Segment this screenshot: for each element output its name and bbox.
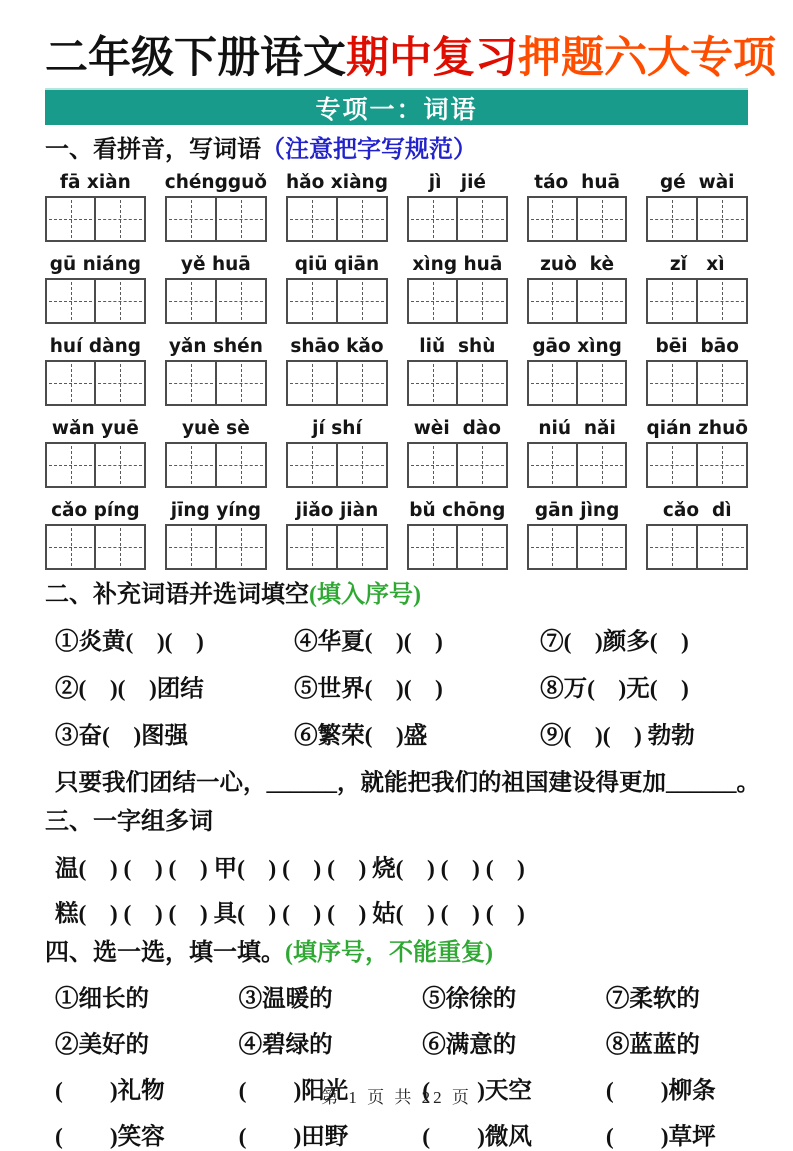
box-cell [47, 362, 94, 404]
writing-box[interactable] [45, 278, 146, 324]
pinyin-item [527, 335, 628, 406]
pinyin-label: chéngguǒ [164, 171, 267, 193]
box-cell [47, 526, 94, 568]
box-cell [47, 198, 94, 240]
box-cell [696, 444, 746, 486]
writing-box[interactable] [407, 442, 508, 488]
pinyin-label: zǐ xì [669, 253, 725, 275]
pinyin-item [646, 335, 748, 406]
pinyin-item [45, 499, 146, 570]
writing-box[interactable] [407, 524, 508, 570]
fill-item[interactable]: ⑤世界( )( ) [294, 675, 443, 702]
pinyin-label: gū niáng [49, 253, 141, 275]
pinyin-item [165, 335, 267, 406]
box-cell [576, 362, 625, 404]
box-cell [648, 198, 696, 240]
box-cell [94, 280, 143, 322]
writing-box[interactable] [165, 360, 267, 406]
fill-item[interactable]: ⑥繁荣( )盛 [294, 722, 428, 749]
section2-heading [45, 579, 748, 611]
box-cell [94, 444, 143, 486]
fill-item[interactable]: ⑦( )颜多( ) [540, 628, 689, 655]
pinyin-label: niú nǎi [538, 417, 616, 439]
box-cell [167, 362, 215, 404]
writing-box[interactable] [165, 442, 267, 488]
box-cell [529, 280, 576, 322]
title-black-part: 二年级下册语文 [45, 34, 346, 82]
section4-heading [45, 937, 748, 969]
box-cell [288, 362, 336, 404]
box-cell [288, 526, 336, 568]
box-cell [456, 444, 505, 486]
box-cell [529, 362, 576, 404]
blank-item[interactable]: ( )阳光 [238, 1078, 349, 1105]
box-cell [409, 526, 456, 568]
fill-item[interactable]: ④华夏( )( ) [294, 628, 443, 655]
box-cell [409, 444, 456, 486]
box-cell [336, 280, 386, 322]
blank-item[interactable]: ( )笑容 [55, 1124, 165, 1151]
writing-box[interactable] [527, 360, 628, 406]
pinyin-item [165, 499, 267, 570]
writing-box[interactable] [45, 360, 146, 406]
option-item: ④碧绿的 [238, 1032, 333, 1059]
pinyin-label: bēi bāo [655, 335, 739, 357]
box-cell [288, 444, 336, 486]
writing-box[interactable] [45, 196, 146, 242]
blank-item[interactable]: ( )草坪 [605, 1124, 716, 1151]
box-cell [409, 362, 456, 404]
pinyin-item [646, 499, 748, 570]
writing-box[interactable] [286, 442, 388, 488]
pinyin-item [527, 171, 628, 242]
box-cell [94, 526, 143, 568]
box-cell [456, 526, 505, 568]
section2-sentence[interactable]: 只要我们团结一心，______，就能把我们的祖国建设得更加______。 [55, 769, 760, 796]
box-cell [167, 444, 215, 486]
pinyin-item [646, 253, 748, 324]
title-orange-part: 押题六大专项 [518, 34, 776, 82]
box-cell [648, 444, 696, 486]
box-cell [576, 198, 625, 240]
writing-box[interactable] [165, 278, 267, 324]
pinyin-item [407, 499, 508, 570]
section3-heading [45, 806, 748, 838]
writing-box[interactable] [45, 442, 146, 488]
box-cell [576, 444, 625, 486]
box-cell [167, 198, 215, 240]
writing-box[interactable] [527, 442, 628, 488]
pinyin-label: qiū qiān [294, 253, 380, 275]
pinyin-item [286, 171, 388, 242]
fill-item[interactable]: ⑧万( )无( ) [540, 675, 689, 702]
box-cell [409, 198, 456, 240]
section1-heading [45, 134, 748, 166]
box-cell [94, 198, 143, 240]
box-cell [456, 362, 505, 404]
pinyin-label: yuè sè [181, 417, 250, 439]
pinyin-item [646, 417, 748, 488]
box-cell [47, 280, 94, 322]
pinyin-label: yǎn shén [168, 335, 263, 357]
section2-items [45, 622, 748, 750]
section1-heading-text: 一、看拼音，写词语 [45, 137, 261, 164]
option-item: ⑧蓝蓝的 [605, 1032, 700, 1059]
writing-box[interactable] [286, 360, 388, 406]
box-cell [648, 526, 696, 568]
section3-heading-text: 三、一字组多词 [45, 808, 213, 835]
fill-item[interactable]: ①炎黄( )( ) [55, 628, 204, 655]
box-cell [215, 526, 265, 568]
writing-box[interactable] [45, 524, 146, 570]
box-cell [648, 362, 696, 404]
section4-heading-text: 四、选一选，填一填。 [45, 939, 285, 966]
box-cell [576, 280, 625, 322]
box-cell [336, 198, 386, 240]
pinyin-label: huí dàng [49, 335, 141, 357]
box-cell [167, 526, 215, 568]
option-item: ⑦柔软的 [605, 986, 700, 1013]
option-item: ⑥满意的 [422, 1032, 517, 1059]
writing-box[interactable] [527, 278, 628, 324]
pinyin-item [45, 335, 146, 406]
box-cell [409, 280, 456, 322]
pinyin-item [45, 171, 146, 242]
box-cell [288, 280, 336, 322]
box-cell [167, 280, 215, 322]
box-cell [336, 362, 386, 404]
pinyin-label: bǔ chōng [409, 500, 506, 522]
section2-note: (填入序号) [309, 582, 421, 609]
pinyin-item [407, 253, 508, 324]
box-cell [648, 280, 696, 322]
box-cell [529, 526, 576, 568]
pinyin-label: wǎn yuē [51, 417, 139, 439]
box-cell [696, 526, 746, 568]
box-cell [696, 362, 746, 404]
pinyin-item [286, 417, 388, 488]
writing-box[interactable] [646, 442, 748, 488]
writing-box[interactable] [646, 196, 748, 242]
box-cell [336, 526, 386, 568]
box-cell [529, 198, 576, 240]
writing-box[interactable] [165, 196, 267, 242]
writing-box[interactable] [646, 360, 748, 406]
box-cell [215, 362, 265, 404]
pinyin-item [646, 171, 748, 242]
section-banner [45, 88, 748, 125]
pinyin-label: gāo xìng [532, 335, 622, 357]
pinyin-label: xìng huā [412, 253, 503, 275]
pinyin-label: táo huā [534, 171, 620, 193]
writing-box[interactable] [646, 278, 748, 324]
pinyin-label: fā xiàn [59, 171, 131, 193]
writing-box[interactable] [286, 278, 388, 324]
blank-item[interactable]: ( )礼物 [55, 1078, 165, 1105]
fill-item[interactable]: ⑨( )( ) 勃勃 [540, 722, 695, 749]
word-building-row[interactable]: 温( ) ( ) ( ) 甲( ) ( ) ( ) 烧( ) ( ) ( ) [55, 855, 525, 882]
writing-box[interactable] [165, 524, 267, 570]
blank-item[interactable]: ( )微风 [422, 1124, 532, 1151]
box-cell [215, 280, 265, 322]
pinyin-item [527, 499, 628, 570]
section4-note: (填序号，不能重复) [285, 939, 493, 966]
writing-box[interactable] [286, 196, 388, 242]
option-item: ②美好的 [55, 1032, 149, 1059]
pinyin-label: wèi dào [413, 417, 501, 439]
pinyin-label: qián zhuō [646, 417, 748, 439]
pinyin-label: shāo kǎo [290, 335, 384, 357]
section1-note: （注意把字写规范） [261, 137, 477, 164]
pinyin-writing-grid [45, 171, 748, 571]
pinyin-item [45, 417, 146, 488]
writing-box[interactable] [527, 196, 628, 242]
writing-box[interactable] [646, 524, 748, 570]
pinyin-item [165, 417, 267, 488]
pinyin-label: jì jié [428, 171, 486, 193]
box-cell [215, 444, 265, 486]
blank-item[interactable]: ( )天空 [422, 1078, 532, 1105]
pinyin-label: jīng yíng [170, 500, 262, 522]
pinyin-label: jiǎo jiàn [295, 500, 379, 522]
pinyin-label: jí shí [312, 417, 362, 439]
box-cell [47, 444, 94, 486]
pinyin-label: hǎo xiàng [285, 171, 388, 193]
box-cell [94, 362, 143, 404]
box-cell [696, 280, 746, 322]
pinyin-item [407, 417, 508, 488]
writing-box[interactable] [407, 360, 508, 406]
pinyin-label: cǎo píng [51, 500, 140, 522]
title-red-part: 期中复习 [346, 34, 518, 82]
pinyin-item [286, 253, 388, 324]
section2-heading-text: 二、补充词语并选词填空 [45, 582, 309, 609]
blank-item[interactable]: ( )田野 [238, 1124, 349, 1151]
option-item: ①细长的 [55, 986, 149, 1013]
box-cell [696, 198, 746, 240]
page-number: 第 1 页 共 22 页 [321, 1088, 472, 1107]
pinyin-label: zuò kè [540, 253, 615, 275]
pinyin-item [45, 253, 146, 324]
word-building-row[interactable]: 糕( ) ( ) ( ) 具( ) ( ) ( ) 姑( ) ( ) ( ) [55, 900, 525, 927]
pinyin-item [407, 171, 508, 242]
box-cell [215, 198, 265, 240]
blank-item[interactable]: ( )柳条 [605, 1078, 716, 1105]
pinyin-item [527, 253, 628, 324]
pinyin-item [527, 417, 628, 488]
fill-item[interactable]: ②( )( )团结 [55, 675, 204, 702]
section4-items [45, 979, 748, 1151]
pinyin-item [165, 171, 267, 242]
box-cell [456, 280, 505, 322]
box-cell [576, 526, 625, 568]
box-cell [336, 444, 386, 486]
pinyin-item [286, 499, 388, 570]
pinyin-item [407, 335, 508, 406]
option-item: ③温暖的 [238, 986, 333, 1013]
pinyin-item [286, 335, 388, 406]
pinyin-label: cǎo dì [662, 500, 732, 522]
writing-box[interactable] [407, 278, 508, 324]
banner-label: 专项一：词语 [315, 95, 478, 124]
pinyin-label: liǔ shù [419, 335, 496, 357]
writing-box[interactable] [407, 196, 508, 242]
pinyin-label: gé wài [659, 171, 735, 193]
box-cell [456, 198, 505, 240]
option-item: ⑤徐徐的 [422, 986, 517, 1013]
fill-item[interactable]: ③奋( )图强 [55, 722, 189, 749]
page-title [45, 34, 776, 82]
pinyin-label: yě huā [180, 253, 251, 275]
box-cell [288, 198, 336, 240]
box-cell [529, 444, 576, 486]
pinyin-label: gān jìng [534, 500, 620, 522]
writing-box[interactable] [286, 524, 388, 570]
pinyin-item [165, 253, 267, 324]
writing-box[interactable] [527, 524, 628, 570]
